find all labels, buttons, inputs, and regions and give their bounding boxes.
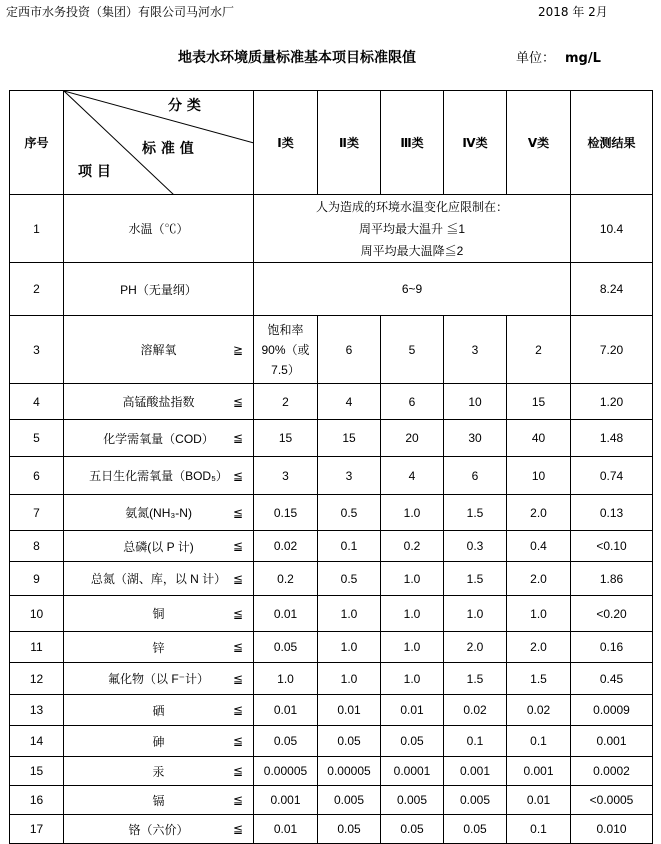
- value-cell: 15: [254, 420, 318, 457]
- result-cell: 1.86: [571, 562, 653, 596]
- temp-limit-line: 人为造成的环境水温变化应限制在：: [315, 199, 508, 214]
- item-name: [64, 695, 254, 726]
- value-cell: 4: [318, 384, 381, 420]
- value-cell: 6: [444, 457, 507, 495]
- result-cell: 1.20: [571, 384, 653, 420]
- row-number: 16: [10, 786, 64, 815]
- temp-limit-line: 周平均最大温升 ≦1: [358, 221, 465, 236]
- value-cell: 2: [254, 384, 318, 420]
- value-cell: 10: [444, 384, 507, 420]
- item-name-text: 锌: [152, 640, 165, 655]
- result-cell: <0.0005: [571, 786, 653, 815]
- value-cell: 0.05: [318, 726, 381, 757]
- value-cell: 1.5: [444, 663, 507, 695]
- value-cell: 0.4: [507, 531, 571, 562]
- value-cell: 2: [507, 316, 571, 384]
- row-number: 4: [10, 384, 64, 420]
- value-cell: 0.001: [254, 786, 318, 815]
- table-row: [10, 815, 653, 844]
- item-name: 水温（℃）: [64, 195, 254, 263]
- result-cell: 0.74: [571, 457, 653, 495]
- table-row: [10, 316, 653, 384]
- value-cell: 1.0: [318, 663, 381, 695]
- value-cell: 3: [444, 316, 507, 384]
- unit-value: mg/L: [565, 51, 601, 66]
- result-cell: 0.13: [571, 495, 653, 531]
- header-row: [10, 91, 653, 195]
- value-cell: 0.01: [254, 596, 318, 632]
- table-row: [10, 420, 653, 457]
- result-cell: 0.16: [571, 632, 653, 663]
- result-cell: 8.24: [571, 263, 653, 316]
- value-cell: 0.05: [254, 632, 318, 663]
- saturation-cell: [254, 316, 318, 384]
- value-cell: 2.0: [507, 495, 571, 531]
- result-cell: <0.10: [571, 531, 653, 562]
- value-cell: 0.001: [507, 757, 571, 786]
- comparison-sign: ≦: [232, 793, 243, 807]
- row-number: 1: [10, 195, 64, 263]
- value-cell: 4: [381, 457, 444, 495]
- row-number: 2: [10, 263, 64, 316]
- value-cell: 0.01: [254, 815, 318, 844]
- item-name-text: 氟化物（以 F⁻计）: [108, 672, 209, 686]
- row-number: 8: [10, 531, 64, 562]
- result-cell: 7.20: [571, 316, 653, 384]
- result-cell: 10.4: [571, 195, 653, 263]
- comparison-sign: ≦: [232, 671, 243, 686]
- value-cell: 1.0: [254, 663, 318, 695]
- value-cell: 0.0001: [381, 757, 444, 786]
- row-number: 15: [10, 757, 64, 786]
- result-cell: 0.010: [571, 815, 653, 844]
- value-cell: 0.02: [254, 531, 318, 562]
- item-name-text: 汞: [152, 764, 165, 779]
- value-cell: 0.1: [444, 726, 507, 757]
- value-cell: 0.005: [318, 786, 381, 815]
- value-cell: 10: [507, 457, 571, 495]
- value-cell: 0.2: [254, 562, 318, 596]
- table-row: [10, 457, 653, 495]
- value-cell: 0.05: [254, 726, 318, 757]
- item-name: [64, 596, 254, 632]
- value-cell: 1.0: [318, 632, 381, 663]
- table-row: [10, 531, 653, 562]
- value-cell: 6: [318, 316, 381, 384]
- table-row: [10, 384, 653, 420]
- value-cell: 0.2: [381, 531, 444, 562]
- value-cell: 0.1: [318, 531, 381, 562]
- result-cell: 0.001: [571, 726, 653, 757]
- row-number: 11: [10, 632, 64, 663]
- row-number: 7: [10, 495, 64, 531]
- item-name: PH（无量纲）: [64, 263, 254, 316]
- item-name-text: 高锰酸盐指数: [122, 395, 195, 409]
- value-cell: 0.3: [444, 531, 507, 562]
- value-cell: 1.0: [444, 596, 507, 632]
- value-cell: 0.02: [444, 695, 507, 726]
- item-name: [64, 757, 254, 786]
- class-5-header: Ⅴ类: [507, 91, 571, 195]
- diag-item-label: 项 目: [78, 164, 111, 180]
- comparison-sign: ≦: [232, 764, 243, 778]
- value-cell: 1.5: [444, 562, 507, 596]
- comparison-sign: ≧: [232, 342, 243, 357]
- value-cell: 1.0: [381, 663, 444, 695]
- value-cell: 1.0: [381, 562, 444, 596]
- item-name-text: 铬（六价）: [128, 822, 189, 837]
- unit-label-text: 单位：: [516, 51, 556, 66]
- row-number: 6: [10, 457, 64, 495]
- item-name: [64, 457, 254, 495]
- value-cell: 15: [507, 384, 571, 420]
- comparison-sign: ≦: [232, 606, 243, 621]
- value-cell: 1.0: [381, 596, 444, 632]
- item-name-text: 总氮（湖、库，以 N 计）: [90, 572, 227, 586]
- value-cell: 0.001: [444, 757, 507, 786]
- item-name: [64, 531, 254, 562]
- result-header: 检测结果: [571, 91, 653, 195]
- value-cell: 0.05: [444, 815, 507, 844]
- table-row: [10, 596, 653, 632]
- item-name: [64, 384, 254, 420]
- table-row: [10, 757, 653, 786]
- item-name-text: 总磷(以 P 计): [123, 539, 194, 554]
- item-name-text: 氨氮(NH₃-N): [125, 506, 192, 520]
- item-name-text: 铜: [152, 607, 165, 621]
- row-number: 10: [10, 596, 64, 632]
- temperature-limit-text: [254, 195, 571, 263]
- page-title: 地表水环境质量标准基本项目标准限值: [178, 50, 416, 66]
- item-name: [64, 316, 254, 384]
- value-cell: 0.01: [254, 695, 318, 726]
- table-row: [10, 786, 653, 815]
- value-cell: 3: [254, 457, 318, 495]
- table-row: [10, 263, 653, 316]
- item-name-text: 化学需氧量（COD）: [103, 431, 214, 446]
- value-cell: 6: [381, 384, 444, 420]
- class-1-header: Ⅰ类: [254, 91, 318, 195]
- value-cell: 5: [381, 316, 444, 384]
- unit-label: [516, 47, 601, 66]
- item-name-text: 溶解氧: [140, 343, 177, 357]
- result-cell: <0.20: [571, 596, 653, 632]
- value-cell: 2.0: [444, 632, 507, 663]
- saturation-line: 饱和率: [267, 322, 304, 337]
- value-cell: 3: [318, 457, 381, 495]
- report-date: 2018 年 2月: [538, 5, 608, 19]
- table-row: [10, 663, 653, 695]
- comparison-sign: ≦: [232, 640, 243, 654]
- value-cell: 0.00005: [318, 757, 381, 786]
- value-cell: 20: [381, 420, 444, 457]
- item-name: [64, 632, 254, 663]
- comparison-sign: ≦: [232, 822, 243, 836]
- table-row: [10, 562, 653, 596]
- item-name: [64, 420, 254, 457]
- table-row: [10, 195, 653, 263]
- result-cell: 0.0002: [571, 757, 653, 786]
- saturation-line: 90%（或: [261, 342, 310, 357]
- item-name: [64, 495, 254, 531]
- row-number: 17: [10, 815, 64, 844]
- value-cell: 0.005: [444, 786, 507, 815]
- temp-limit-line: 周平均最大温降≦2: [360, 243, 464, 258]
- comparison-sign: ≦: [232, 505, 243, 520]
- item-name-text: 砷: [152, 734, 165, 749]
- value-cell: 1.0: [381, 495, 444, 531]
- item-name: [64, 663, 254, 695]
- comparison-sign: ≦: [232, 394, 243, 409]
- saturation-line: 7.5）: [271, 362, 300, 377]
- value-cell: 2.0: [507, 562, 571, 596]
- class-2-header: Ⅱ类: [318, 91, 381, 195]
- data-rows: [10, 384, 653, 844]
- result-cell: 1.48: [571, 420, 653, 457]
- value-cell: 0.05: [318, 815, 381, 844]
- value-cell: 1.0: [381, 632, 444, 663]
- value-cell: 0.01: [381, 695, 444, 726]
- value-cell: 0.05: [381, 726, 444, 757]
- item-name-text: 硒: [152, 703, 165, 718]
- item-name-text: 镉: [152, 793, 165, 808]
- value-cell: 0.00005: [254, 757, 318, 786]
- comparison-sign: ≦: [232, 734, 243, 748]
- value-cell: 0.01: [318, 695, 381, 726]
- item-name-text: 五日生化需氧量（BOD₅）: [89, 469, 228, 483]
- result-cell: 0.0009: [571, 695, 653, 726]
- company-name: 定西市水务投资（集团）有限公司马河水厂: [6, 5, 235, 19]
- row-number: 5: [10, 420, 64, 457]
- value-cell: 40: [507, 420, 571, 457]
- value-cell: 0.5: [318, 495, 381, 531]
- class-3-header: Ⅲ类: [381, 91, 444, 195]
- comparison-sign: ≦: [232, 539, 243, 553]
- item-name: [64, 786, 254, 815]
- value-cell: 30: [444, 420, 507, 457]
- value-cell: 0.5: [318, 562, 381, 596]
- item-name: [64, 815, 254, 844]
- col-index-header: 序号: [10, 91, 64, 195]
- standards-table: [9, 90, 653, 844]
- value-cell: 1.5: [444, 495, 507, 531]
- value-cell: 2.0: [507, 632, 571, 663]
- row-number: 12: [10, 663, 64, 695]
- value-cell: 0.15: [254, 495, 318, 531]
- value-cell: 0.1: [507, 815, 571, 844]
- class-4-header: Ⅳ类: [444, 91, 507, 195]
- item-name: [64, 726, 254, 757]
- row-number: 14: [10, 726, 64, 757]
- value-cell: 1.0: [318, 596, 381, 632]
- table-row: [10, 695, 653, 726]
- value-cell: 0.02: [507, 695, 571, 726]
- row-number: 13: [10, 695, 64, 726]
- value-cell: 1.0: [507, 596, 571, 632]
- value-cell: 1.5: [507, 663, 571, 695]
- row-number: 3: [10, 316, 64, 384]
- value-cell: 0.01: [507, 786, 571, 815]
- table-row: [10, 495, 653, 531]
- table-row: [10, 632, 653, 663]
- value-cell: 0.005: [381, 786, 444, 815]
- table-row: [10, 726, 653, 757]
- item-name: [64, 562, 254, 596]
- diag-standard-label: 标 准 值: [142, 141, 194, 157]
- diagonal-header: [64, 91, 254, 195]
- comparison-sign: ≦: [232, 468, 243, 483]
- row-number: 9: [10, 562, 64, 596]
- comparison-sign: ≦: [232, 703, 243, 717]
- value-cell: 15: [318, 420, 381, 457]
- comparison-sign: ≦: [232, 431, 243, 445]
- value-cell: 0.05: [381, 815, 444, 844]
- ph-range: 6~9: [254, 263, 571, 316]
- result-cell: 0.45: [571, 663, 653, 695]
- value-cell: 0.1: [507, 726, 571, 757]
- comparison-sign: ≦: [232, 571, 243, 586]
- diag-category-label: 分 类: [168, 98, 201, 114]
